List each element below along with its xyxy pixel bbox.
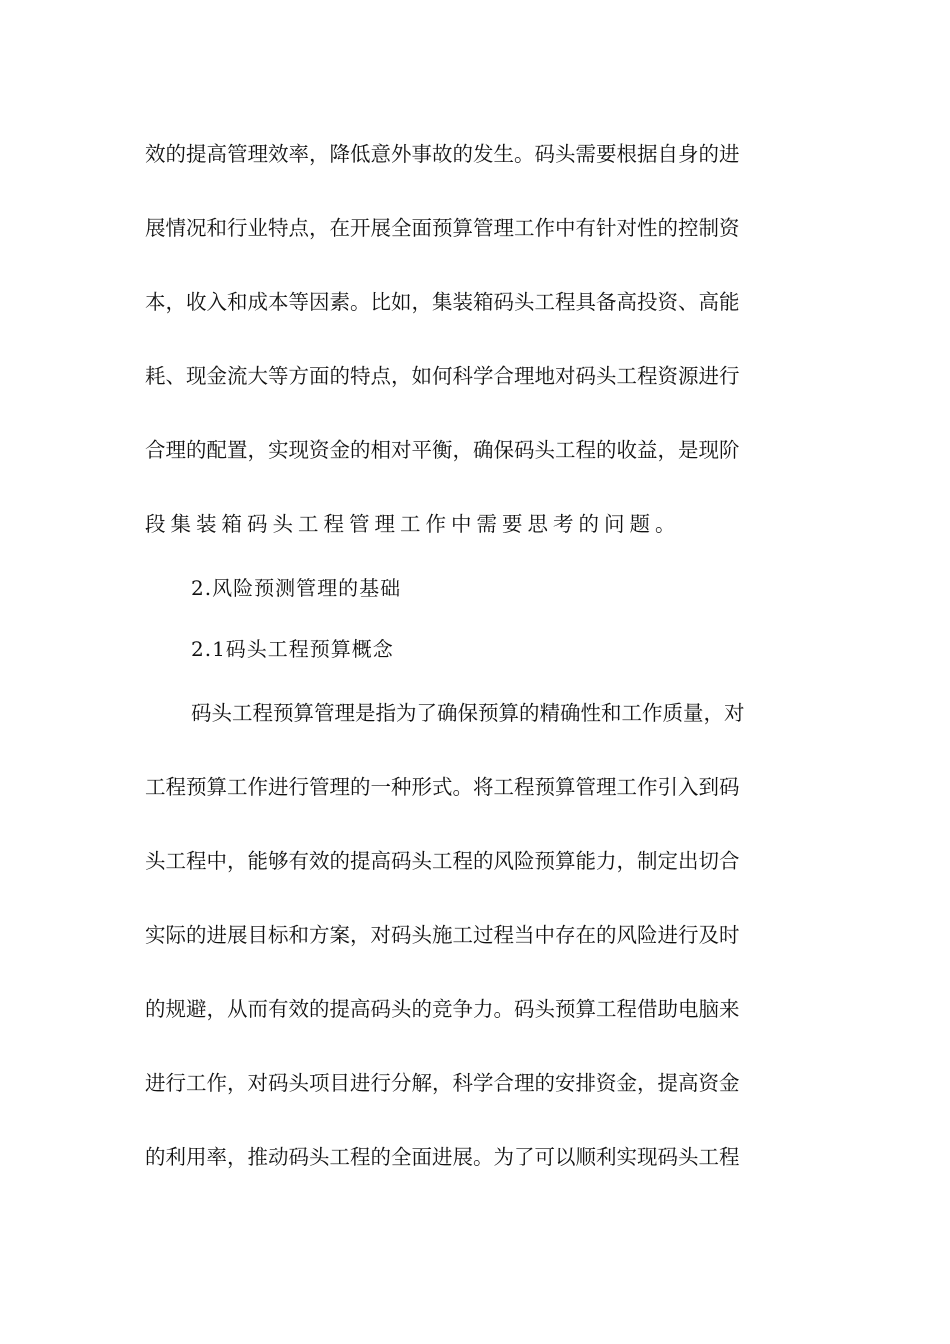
paragraph-2-line-6: 进行工作，对码头项目进行分解，科学合理的安排资金，提高资金 xyxy=(145,1071,740,1095)
paragraph-2-line-5: 的规避，从而有效的提高码头的竞争力。码头预算工程借助电脑来 xyxy=(145,997,740,1021)
paragraph-2-line-3: 头工程中，能够有效的提高码头工程的风险预算能力，制定出切合 xyxy=(145,849,740,873)
paragraph-1-line-6: 段集装箱码头工程管理工作中需要思考的问题。 xyxy=(145,512,681,536)
paragraph-1-line-2: 展情况和行业特点，在开展全面预算管理工作中有针对性的控制资 xyxy=(145,216,740,240)
paragraph-1-line-3: 本，收入和成本等因素。比如，集装箱码头工程具备高投资、高能 xyxy=(145,290,740,314)
section-heading: 2.风险预测管理的基础 xyxy=(191,576,402,600)
subsection-heading: 2.1码头工程预算概念 xyxy=(191,637,394,661)
paragraph-1-line-5: 合理的配置，实现资金的相对平衡，确保码头工程的收益，是现阶 xyxy=(145,438,740,462)
paragraph-2-line-2: 工程预算工作进行管理的一种形式。将工程预算管理工作引入到码 xyxy=(145,775,740,799)
paragraph-1-line-4: 耗、现金流大等方面的特点，如何科学合理地对码头工程资源进行 xyxy=(145,364,740,388)
paragraph-2-line-7: 的利用率，推动码头工程的全面进展。为了可以顺利实现码头工程 xyxy=(145,1145,740,1169)
paragraph-2-line-1: 码头工程预算管理是指为了确保预算的精确性和工作质量，对 xyxy=(191,701,745,725)
paragraph-2-line-4: 实际的进展目标和方案，对码头施工过程当中存在的风险进行及时 xyxy=(145,923,740,947)
paragraph-1-line-1: 效的提高管理效率，降低意外事故的发生。码头需要根据自身的进 xyxy=(145,142,740,166)
